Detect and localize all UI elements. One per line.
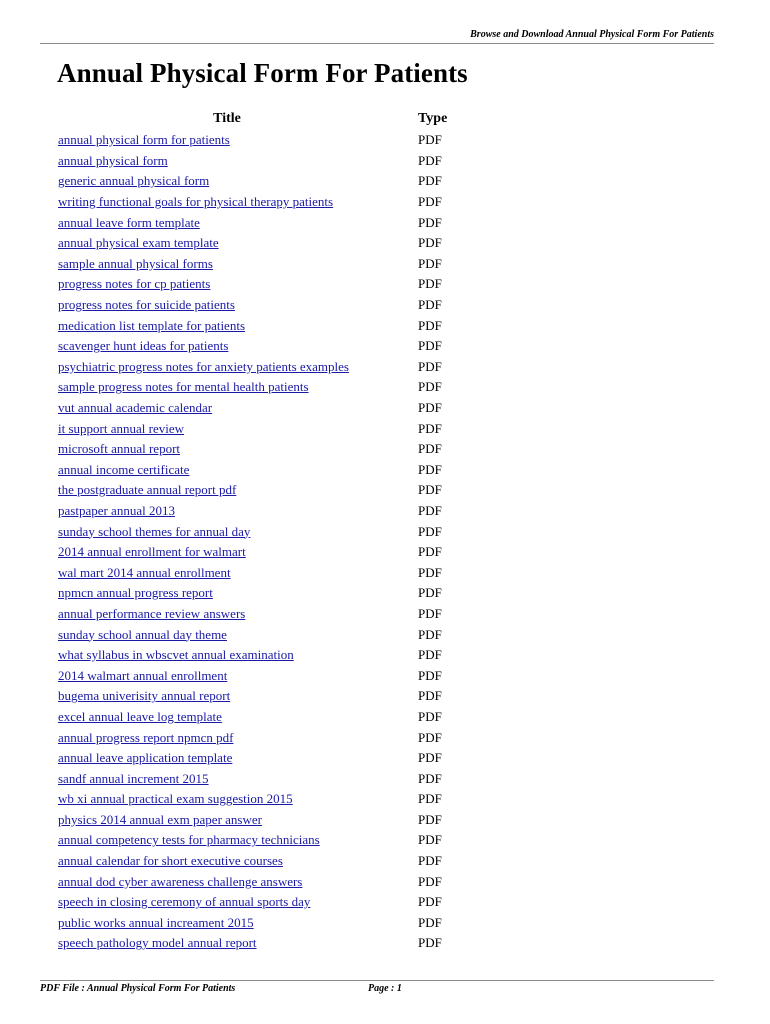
table-row <box>52 851 447 872</box>
table-row <box>52 254 447 275</box>
title-cell <box>52 418 414 439</box>
table-row <box>52 521 447 542</box>
table-row <box>52 151 447 172</box>
title-cell <box>52 748 414 769</box>
type-cell: PDF <box>418 173 442 189</box>
document-link[interactable]: wb xi annual practical exam suggestion 2015 <box>58 791 293 807</box>
type-cell: PDF <box>418 853 442 869</box>
footer-divider <box>40 980 714 981</box>
document-link[interactable]: sandf annual increment 2015 <box>58 770 209 786</box>
title-cell <box>52 233 414 254</box>
type-cell: PDF <box>418 914 442 930</box>
table-row <box>52 748 447 769</box>
document-link[interactable]: medication list template for patients <box>58 317 246 333</box>
table-row <box>52 542 447 563</box>
document-link[interactable]: what syllabus in wbscvet annual examination <box>58 647 294 663</box>
title-cell <box>52 583 414 604</box>
type-cell: PDF <box>418 667 442 683</box>
type-cell: PDF <box>418 544 442 560</box>
document-link[interactable]: progress notes for suicide patients <box>58 297 235 313</box>
title-cell <box>52 274 414 295</box>
title-cell <box>52 624 414 645</box>
title-cell <box>52 377 414 398</box>
column-header-title: Title <box>213 111 241 126</box>
type-cell: PDF <box>418 255 442 271</box>
table-row <box>52 398 447 419</box>
document-link[interactable]: annual leave application template <box>58 750 233 766</box>
type-cell: PDF <box>418 482 442 498</box>
table-row <box>52 665 447 686</box>
table-row <box>52 460 447 481</box>
document-link[interactable]: vut annual academic calendar <box>58 400 213 416</box>
title-cell <box>52 665 414 686</box>
document-link[interactable]: generic annual physical form <box>58 173 210 189</box>
document-link[interactable]: sample progress notes for mental health patients <box>58 379 309 395</box>
table-row <box>52 933 447 954</box>
table-row <box>52 583 447 604</box>
title-cell <box>52 460 414 481</box>
title-cell <box>52 357 414 378</box>
type-cell: PDF <box>418 770 442 786</box>
table-row <box>52 562 447 583</box>
table-row <box>52 233 447 254</box>
type-cell: PDF <box>418 502 442 518</box>
document-link[interactable]: physics 2014 annual exm paper answer <box>58 811 262 827</box>
type-cell: PDF <box>418 791 442 807</box>
document-link[interactable]: annual calendar for short executive courses <box>58 853 283 869</box>
title-cell <box>52 645 414 666</box>
title-cell <box>52 254 414 275</box>
title-cell <box>52 192 414 213</box>
title-cell <box>52 933 414 954</box>
title-cell <box>52 892 414 913</box>
table-row <box>52 624 447 645</box>
type-cell: PDF <box>418 461 442 477</box>
table-row <box>52 768 447 789</box>
document-link[interactable]: speech in closing ceremony of annual sports day <box>58 894 311 910</box>
table-row <box>52 315 447 336</box>
table-row <box>52 171 447 192</box>
table-row <box>52 686 447 707</box>
title-cell <box>52 336 414 357</box>
table-row <box>52 892 447 913</box>
table-row <box>52 192 447 213</box>
type-cell: PDF <box>418 317 442 333</box>
type-cell: PDF <box>418 935 442 951</box>
type-cell: PDF <box>418 647 442 663</box>
table-row <box>52 727 447 748</box>
document-link[interactable]: scavenger hunt ideas for patients <box>58 338 229 354</box>
title-cell <box>52 913 414 934</box>
type-cell: PDF <box>418 152 442 168</box>
title-cell <box>52 130 414 151</box>
type-cell: PDF <box>418 194 442 210</box>
title-cell <box>52 398 414 419</box>
title-cell <box>52 830 414 851</box>
type-cell: PDF <box>418 564 442 580</box>
document-link[interactable]: annual physical exam template <box>58 235 219 251</box>
type-cell: PDF <box>418 358 442 374</box>
document-link[interactable]: sample annual physical forms <box>58 255 213 271</box>
type-cell: PDF <box>418 585 442 601</box>
title-cell <box>52 871 414 892</box>
document-link[interactable]: annual progress report npmcn pdf <box>58 729 234 745</box>
title-cell <box>52 727 414 748</box>
table-row <box>52 480 447 501</box>
footer-page-number: Page : 1 <box>368 983 402 994</box>
document-link[interactable]: microsoft annual report <box>58 441 181 457</box>
type-cell: PDF <box>418 688 442 704</box>
table-row <box>52 501 447 522</box>
type-cell: PDF <box>418 235 442 251</box>
title-cell <box>52 212 414 233</box>
table-header-row <box>52 108 447 130</box>
document-link[interactable]: speech pathology model annual report <box>58 935 257 951</box>
table-row <box>52 789 447 810</box>
title-cell <box>52 768 414 789</box>
column-header-type: Type <box>418 111 448 126</box>
type-cell: PDF <box>418 214 442 230</box>
header-divider <box>40 43 714 44</box>
table-row <box>52 130 447 151</box>
title-cell <box>52 686 414 707</box>
title-cell <box>52 707 414 728</box>
document-link[interactable]: annual performance review answers <box>58 605 246 621</box>
table-row <box>52 830 447 851</box>
title-cell <box>52 810 414 831</box>
type-cell: PDF <box>418 379 442 395</box>
table-row <box>52 377 447 398</box>
document-table <box>52 108 447 954</box>
document-link[interactable]: annual leave form template <box>58 214 200 230</box>
type-cell: PDF <box>418 420 442 436</box>
title-cell <box>52 604 414 625</box>
document-link[interactable]: npmcn annual progress report <box>58 585 213 601</box>
table-row <box>52 707 447 728</box>
table-row <box>52 604 447 625</box>
title-cell <box>52 542 414 563</box>
title-cell <box>52 851 414 872</box>
type-cell: PDF <box>418 400 442 416</box>
title-cell <box>52 171 414 192</box>
type-cell: PDF <box>418 708 442 724</box>
type-cell: PDF <box>418 441 442 457</box>
type-cell: PDF <box>418 297 442 313</box>
title-cell <box>52 562 414 583</box>
table-row <box>52 295 447 316</box>
document-link[interactable]: annual income certificate <box>58 461 190 477</box>
type-cell: PDF <box>418 276 442 292</box>
document-link[interactable]: writing functional goals for physical therapy patients <box>58 194 334 210</box>
title-cell <box>52 521 414 542</box>
table-row <box>52 871 447 892</box>
document-link[interactable]: wal mart 2014 annual enrollment <box>58 564 231 580</box>
document-link[interactable]: annual dod cyber awareness challenge answers <box>58 873 303 889</box>
type-cell: PDF <box>418 832 442 848</box>
document-link[interactable]: annual physical form for patients <box>58 132 230 148</box>
document-link[interactable]: psychiatric progress notes for anxiety patients examples <box>58 358 349 374</box>
document-link[interactable]: annual physical form <box>58 152 168 168</box>
document-title: Annual Physical Form For Patients <box>57 58 468 88</box>
type-cell: PDF <box>418 132 442 148</box>
title-cell <box>52 151 414 172</box>
title-cell <box>52 789 414 810</box>
table-row <box>52 810 447 831</box>
title-cell <box>52 480 414 501</box>
document-link[interactable]: the postgraduate annual report pdf <box>58 482 237 498</box>
document-link[interactable]: sunday school annual day theme <box>58 626 227 642</box>
table-row <box>52 439 447 460</box>
table-row <box>52 913 447 934</box>
type-cell: PDF <box>418 626 442 642</box>
type-cell: PDF <box>418 894 442 910</box>
table-row <box>52 645 447 666</box>
table-row <box>52 274 447 295</box>
document-link[interactable]: annual competency tests for pharmacy technicians <box>58 832 320 848</box>
type-cell: PDF <box>418 873 442 889</box>
type-cell: PDF <box>418 811 442 827</box>
type-cell: PDF <box>418 338 442 354</box>
table-row <box>52 336 447 357</box>
page-header: Browse and Download Annual Physical Form For Patients <box>470 29 714 40</box>
type-cell: PDF <box>418 750 442 766</box>
type-cell: PDF <box>418 523 442 539</box>
document-link[interactable]: public works annual increament 2015 <box>58 914 254 930</box>
footer-file-label: PDF File : Annual Physical Form For Patients <box>40 983 236 994</box>
document-link[interactable]: 2014 walmart annual enrollment <box>58 667 228 683</box>
document-link[interactable]: sunday school themes for annual day <box>58 523 251 539</box>
title-cell <box>52 315 414 336</box>
table-row <box>52 212 447 233</box>
document-link[interactable]: 2014 annual enrollment for walmart <box>58 544 246 560</box>
type-cell: PDF <box>418 729 442 745</box>
document-link[interactable]: progress notes for cp patients <box>58 276 211 292</box>
document-link[interactable]: pastpaper annual 2013 <box>58 502 175 518</box>
title-cell <box>52 295 414 316</box>
document-link[interactable]: it support annual review <box>58 420 184 436</box>
document-link[interactable]: bugema univerisity annual report <box>58 688 231 704</box>
title-cell <box>52 439 414 460</box>
table-row <box>52 418 447 439</box>
title-cell <box>52 501 414 522</box>
document-link[interactable]: excel annual leave log template <box>58 708 222 724</box>
type-cell: PDF <box>418 605 442 621</box>
table-row <box>52 357 447 378</box>
